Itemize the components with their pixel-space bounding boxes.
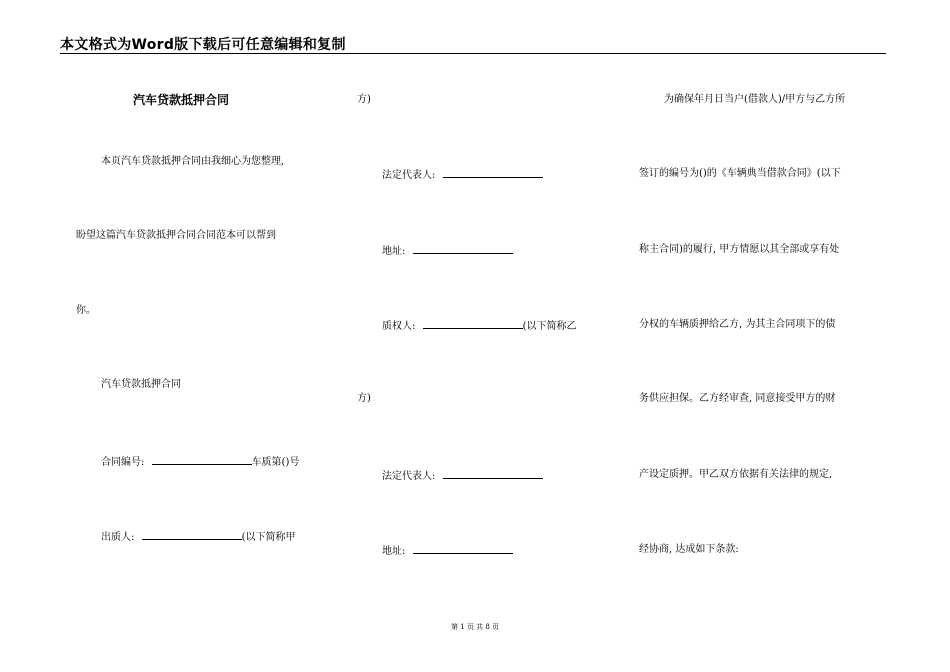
contract-number-line (101, 454, 299, 470)
body-line: 务供应担保。乙方经审查, 同意接受甲方的财 (639, 393, 836, 404)
body-line: 签订的编号为()的《车辆典当借款合同》(以下 (639, 168, 841, 179)
address-line-2 (382, 543, 513, 559)
address-line-1 (382, 243, 513, 259)
legal-rep-line-1 (382, 167, 543, 183)
document-header: 本文格式为Word版下载后可任意编辑和复制 (60, 37, 346, 53)
document-title: 汽车贷款抵押合同 (133, 93, 230, 107)
party-a-end: 方) (357, 94, 371, 105)
pledgor-suffix: (以下简称甲 (241, 532, 296, 543)
address-label-2: 地址: (382, 546, 406, 557)
legal-rep-line-2 (382, 468, 543, 484)
body-line: 为确保年月日当户(借款人)/甲方与乙方所 (664, 94, 846, 105)
legal-rep-label-2: 法定代表人: (382, 471, 436, 482)
pledgor-label: 出质人: (101, 532, 135, 543)
intro-line-3: 你。 (76, 305, 96, 316)
body-line: 经协商, 达成如下条款: (639, 544, 739, 555)
pledgor-line (101, 529, 295, 545)
legal-rep-blank-1 (443, 167, 543, 178)
contract-number-suffix: 车质第()号 (251, 457, 300, 468)
address-blank-2 (413, 543, 513, 554)
pledgor-blank (142, 529, 242, 540)
contract-number-blank (152, 454, 252, 465)
header-rule (60, 53, 886, 54)
intro-line-1: 本页汽车贷款抵押合同由我细心为您整理, (101, 156, 285, 167)
pledgee-label: 质权人: (382, 321, 416, 332)
contract-number-label: 合同编号: (101, 457, 145, 468)
pledgee-blank (423, 318, 523, 329)
address-blank-1 (413, 243, 513, 254)
pledgee-suffix: (以下简称乙 (522, 321, 577, 332)
body-line: 产设定质押。甲乙双方依据有关法律的规定, (639, 469, 833, 480)
pledgee-line (382, 318, 576, 334)
intro-line-2: 盼望这篇汽车贷款抵押合同合同范本可以帮到 (76, 230, 276, 241)
legal-rep-label-1: 法定代表人: (382, 170, 436, 181)
contract-subtitle: 汽车贷款抵押合同 (101, 379, 181, 390)
party-b-end: 方) (357, 393, 371, 404)
body-line: 称主合同)的履行, 甲方情愿以其全部或享有处 (639, 244, 840, 255)
page-number: 第 1 页 共 8 页 (450, 623, 500, 631)
address-label-1: 地址: (382, 246, 406, 257)
legal-rep-blank-2 (443, 468, 543, 479)
body-line: 分权的车辆质押给乙方, 为其主合同项下的债 (639, 319, 836, 330)
